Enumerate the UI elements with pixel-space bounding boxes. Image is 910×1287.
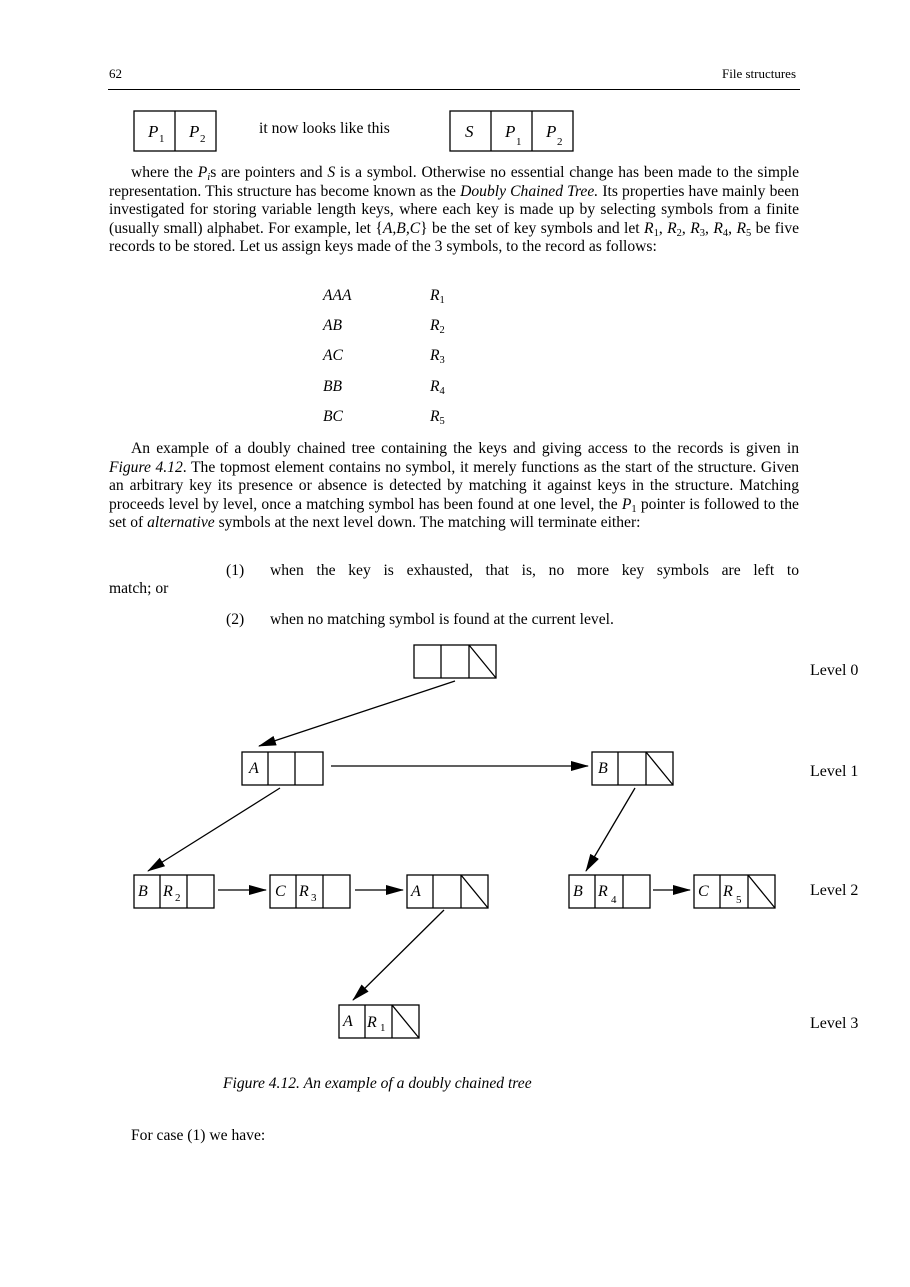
node-record-sub: 5: [736, 894, 742, 906]
level-label: Level 1: [810, 763, 859, 780]
new-node-p2-symbol: P: [546, 122, 557, 141]
old-node-p1-sub: 1: [159, 133, 165, 145]
level-label: Level 3: [810, 1015, 859, 1032]
list-item-number: (2): [226, 611, 245, 628]
pointer-arrow: [586, 788, 635, 871]
null-pointer-slash: [646, 752, 673, 785]
level-label: Level 0: [810, 662, 859, 679]
list-item-text: when no matching symbol is found at the current level.: [270, 611, 614, 628]
node-symbol: A: [411, 883, 421, 900]
node-symbol: B: [573, 883, 583, 900]
node-symbol: B: [598, 760, 608, 777]
intro-connector-text: it now looks like this: [259, 120, 390, 137]
root-node: [414, 645, 496, 678]
new-node-s-symbol: S: [465, 122, 474, 141]
record-cell: $R_5$: [430, 408, 445, 427]
record-cell: $R_4$: [430, 378, 445, 397]
key-cell: BC: [323, 408, 343, 425]
node-record-sub: 3: [311, 892, 317, 904]
node-record: R: [367, 1014, 377, 1031]
old-node: [134, 111, 216, 151]
old-node-p2-sub: 2: [200, 133, 206, 145]
node-record-sub: 4: [611, 894, 617, 906]
new-node-p1-sub: 1: [516, 136, 522, 148]
node-symbol: B: [138, 883, 148, 900]
new-node-p2-sub: 2: [557, 136, 563, 148]
node-symbol: A: [343, 1013, 353, 1030]
pointer-arrow: [259, 681, 455, 746]
key-cell: AB: [323, 317, 343, 334]
list-item-continuation: match; or: [109, 580, 169, 597]
node-symbol: C: [698, 883, 709, 900]
node-record: R: [598, 883, 608, 900]
node-record: R: [723, 883, 733, 900]
node-symbol: A: [249, 760, 259, 777]
key-cell: AC: [323, 347, 343, 364]
level-label: Level 2: [810, 882, 859, 899]
null-pointer-slash: [392, 1005, 419, 1038]
intro-node-figure: [0, 0, 910, 160]
pointer-arrow: [148, 788, 280, 871]
closing-line: For case (1) we have:: [131, 1127, 266, 1144]
record-cell: $R_2$: [430, 317, 445, 336]
node-record-sub: 2: [175, 892, 181, 904]
key-cell: AAA: [323, 287, 352, 304]
page-number: 62: [109, 66, 122, 81]
node-record: R: [299, 883, 309, 900]
record-cell: $R_1$: [430, 287, 445, 306]
list-item-number: (1): [226, 562, 245, 579]
figure-caption: Figure 4.12. An example of a doubly chained tree: [223, 1075, 532, 1092]
paragraph-matching-description: An example of a doubly chained tree containing the keys and giving access to the records is given in Figure 4.12. The topmost element contains no symbol, it merely functions as the start of the structure. Given an arbitrary key its presence or absence is detected by matching it against keys in the structure. Matching proceeds level by level, once a matching symbol has been found at one level, the $P_1$ pointer is followed to the set of alternative symbols at the next level down. The matching will terminate either:: [109, 440, 799, 532]
node-record-sub: 1: [380, 1022, 386, 1034]
old-node-p1-symbol: P: [148, 122, 159, 141]
old-node-p2-symbol: P: [189, 122, 200, 141]
running-head: File structures: [721, 66, 796, 81]
key-cell: BB: [323, 378, 343, 395]
null-pointer-slash: [469, 645, 496, 678]
doubly-chained-tree-diagram: [0, 630, 910, 1050]
pointer-arrow: [353, 910, 444, 1000]
new-node-p1-symbol: P: [505, 122, 516, 141]
node-symbol: C: [275, 883, 286, 900]
node-record: R: [163, 883, 173, 900]
list-item-text: when the key is exhausted, that is, no more key symbols are left to: [270, 562, 799, 579]
null-pointer-slash: [748, 875, 775, 908]
record-cell: $R_3$: [430, 347, 445, 366]
paragraph-doubly-chained-intro: where the $P_is$ are pointers and S is a symbol. Otherwise no essential change has been made to the simple representation. This structure has become known as the Doubly Chained Tree. Its properties have mainly been investigated for storing variable length keys, where each key is made up by selecting symbols from a finite (usually small) alphabet. For example, let {A,B,C} be the set of key symbols and let $R_1$, $R_2$, $R_3$, $R_4$, $R_5$ be five records to be stored. Let us assign keys made of the 3 symbols, to the record as follows:: [109, 164, 800, 256]
null-pointer-slash: [461, 875, 488, 908]
